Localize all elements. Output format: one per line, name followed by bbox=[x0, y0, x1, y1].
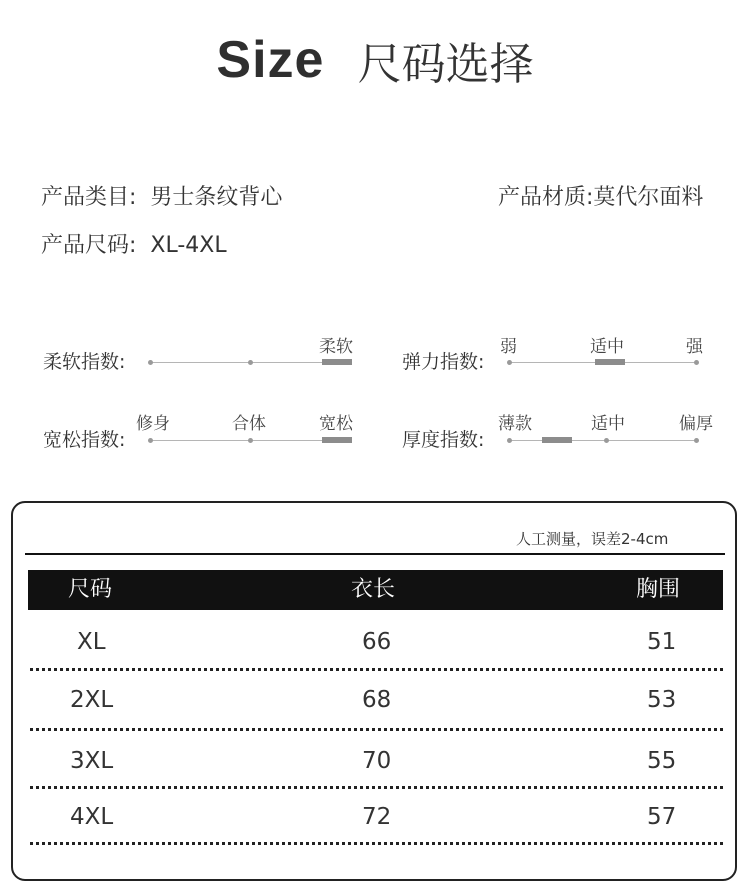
elasticity-tick-mid: 适中 bbox=[590, 337, 624, 357]
thickness-index-label: 厚度指数: bbox=[402, 429, 485, 451]
title-chinese: 尺码选择 bbox=[357, 39, 534, 90]
thickness-tick-mid: 适中 bbox=[591, 414, 625, 434]
fit-index-label: 宽松指数: bbox=[43, 429, 126, 451]
softness-dot-low bbox=[148, 360, 153, 365]
thickness-dot-mid bbox=[604, 438, 609, 443]
softness-level-marker bbox=[322, 359, 352, 365]
thickness-dot-high bbox=[694, 438, 699, 443]
cell-chest: 55 bbox=[647, 748, 677, 774]
elasticity-level-marker bbox=[595, 359, 625, 365]
cell-chest: 51 bbox=[647, 629, 677, 655]
softness-index-label: 柔软指数: bbox=[43, 351, 126, 373]
thickness-level-marker bbox=[542, 437, 572, 443]
note-divider bbox=[25, 553, 725, 555]
product-size bbox=[41, 228, 227, 259]
fit-tick-low: 修身 bbox=[136, 414, 170, 434]
cell-size: 2XL bbox=[70, 687, 114, 713]
cell-size: 3XL bbox=[70, 748, 114, 774]
fit-dot-low bbox=[148, 438, 153, 443]
header-size: 尺码 bbox=[68, 577, 113, 602]
elasticity-dot-low bbox=[507, 360, 512, 365]
product-size-label: 产品尺码: bbox=[41, 233, 137, 258]
thickness-track bbox=[509, 440, 697, 441]
header-length: 衣长 bbox=[351, 577, 396, 602]
cell-chest: 53 bbox=[647, 687, 677, 713]
thickness-tick-high: 偏厚 bbox=[679, 414, 713, 434]
elasticity-index-label: 弹力指数: bbox=[402, 351, 485, 373]
elasticity-dot-high bbox=[694, 360, 699, 365]
elasticity-tick-low: 弱 bbox=[500, 337, 517, 357]
product-category-value: 男士条纹背心 bbox=[150, 185, 283, 210]
fit-dot-mid bbox=[248, 438, 253, 443]
cell-chest: 57 bbox=[647, 804, 677, 830]
cell-length: 72 bbox=[362, 804, 392, 830]
product-material bbox=[498, 180, 703, 211]
fit-tick-high: 宽松 bbox=[319, 414, 353, 434]
cell-length: 68 bbox=[362, 687, 392, 713]
fit-tick-mid: 合体 bbox=[232, 414, 266, 434]
product-material-label: 产品材质: bbox=[498, 185, 594, 210]
thickness-dot-low bbox=[507, 438, 512, 443]
row-divider bbox=[30, 668, 723, 671]
elasticity-tick-high: 强 bbox=[686, 337, 703, 357]
softness-tick-high: 柔软 bbox=[319, 337, 353, 357]
fit-level-marker bbox=[322, 437, 352, 443]
cell-length: 70 bbox=[362, 748, 392, 774]
cell-size: XL bbox=[77, 629, 106, 655]
thickness-tick-low: 薄款 bbox=[498, 414, 532, 434]
size-table-header bbox=[28, 570, 723, 610]
row-divider bbox=[30, 842, 723, 845]
page-title bbox=[0, 28, 750, 92]
row-divider bbox=[30, 786, 723, 789]
product-category-label: 产品类目: bbox=[41, 185, 137, 210]
cell-length: 66 bbox=[362, 629, 392, 655]
cell-size: 4XL bbox=[70, 804, 114, 830]
row-divider bbox=[30, 728, 723, 731]
product-material-value: 莫代尔面料 bbox=[593, 185, 704, 210]
product-size-value: XL-4XL bbox=[150, 233, 227, 258]
product-category bbox=[41, 180, 282, 211]
measurement-note: 人工测量，误差2-4cm bbox=[516, 530, 669, 548]
header-chest: 胸围 bbox=[636, 577, 681, 602]
softness-dot-mid bbox=[248, 360, 253, 365]
title-english: Size bbox=[216, 31, 325, 89]
